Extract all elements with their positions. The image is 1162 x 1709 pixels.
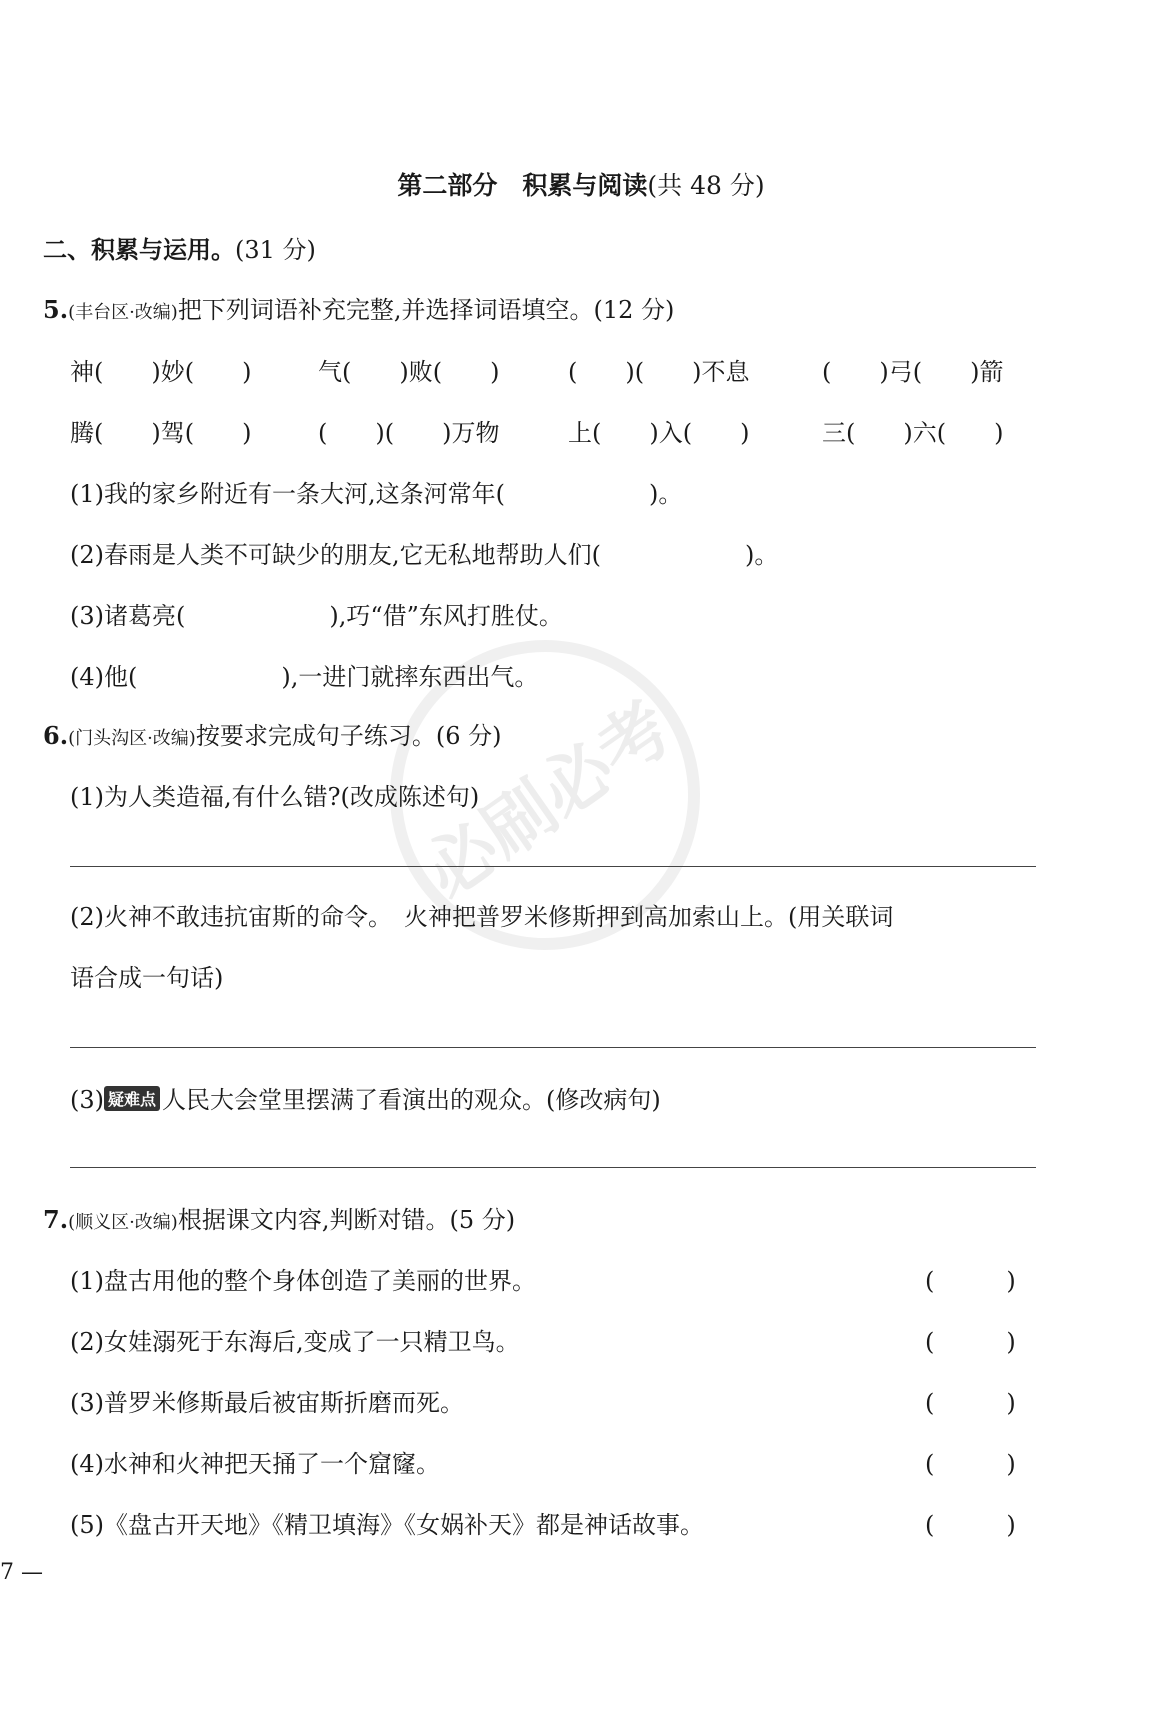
question-6-item-2: (2)火神不敢违抗宙斯的命令。 火神把普罗米修斯押到高加索山上。(用关联词: [70, 903, 894, 931]
idiom-blank[interactable]: ( )( )万物: [318, 419, 500, 447]
section-heading: [43, 230, 316, 265]
idiom-blank[interactable]: 腾( )驾( ): [70, 419, 252, 447]
idiom-blank[interactable]: 气( )败( ): [318, 358, 500, 386]
answer-line[interactable]: [70, 1167, 1036, 1168]
part-title-text: 第二部分 积累与阅读: [397, 171, 648, 200]
question-7-header: [43, 1200, 515, 1235]
idiom-blank[interactable]: 上( )入( ): [568, 419, 750, 447]
question-6-number: 6.: [43, 721, 69, 750]
question-5-item[interactable]: (2)春雨是人类不可缺少的朋友,它无私地帮助人们( )。: [70, 541, 779, 569]
answer-parentheses[interactable]: ( ): [925, 1328, 1016, 1356]
difficulty-badge: 疑难点: [104, 1086, 160, 1111]
question-6-item-1: (1)为人类造福,有什么错?(改成陈述句): [70, 783, 480, 811]
question-7-item: (4)水神和火神把天捅了一个窟窿。: [70, 1450, 440, 1478]
question-5-text: 把下列词语补充完整,并选择词语填空。(12 分): [177, 296, 675, 324]
part-title: [0, 166, 1162, 202]
question-5-number: 5.: [43, 295, 69, 324]
answer-parentheses[interactable]: ( ): [925, 1511, 1016, 1539]
idiom-blank[interactable]: ( )弓( )箭: [822, 358, 1004, 386]
question-7-source: (顺义区·改编): [68, 1212, 178, 1233]
question-7-item: (1)盘古用他的整个身体创造了美丽的世界。: [70, 1267, 536, 1295]
question-7-text: 根据课文内容,判断对错。(5 分): [177, 1206, 516, 1234]
answer-line[interactable]: [70, 1047, 1036, 1048]
answer-parentheses[interactable]: ( ): [925, 1389, 1016, 1417]
page-number: 7 —: [0, 1560, 43, 1585]
question-5-source: (丰台区·改编): [68, 302, 178, 323]
question-6-item-3-text: 人民大会堂里摆满了看演出的观众。(修改病句): [162, 1086, 661, 1114]
watermark-text: 必刷必考: [409, 685, 687, 914]
answer-parentheses[interactable]: ( ): [925, 1450, 1016, 1478]
answer-parentheses[interactable]: ( ): [925, 1267, 1016, 1295]
idiom-blank[interactable]: 三( )六( ): [822, 419, 1004, 447]
question-6-item-3: [70, 1080, 661, 1115]
question-5-item[interactable]: (1)我的家乡附近有一条大河,这条河常年( )。: [70, 480, 683, 508]
idiom-blank[interactable]: 神( )妙( ): [70, 358, 252, 386]
question-5-item[interactable]: (4)他( ),一进门就摔东西出气。: [70, 663, 539, 691]
question-7-number: 7.: [43, 1205, 69, 1234]
question-7-item: (2)女娃溺死于东海后,变成了一只精卫鸟。: [70, 1328, 520, 1356]
question-7-item: (3)普罗米修斯最后被宙斯折磨而死。: [70, 1389, 464, 1417]
question-7-item: (5)《盘古开天地》《精卫填海》《女娲补天》都是神话故事。: [70, 1511, 704, 1539]
section-heading-score: (31 分): [235, 236, 316, 264]
question-6-item-2-cont: 语合成一句话): [70, 964, 224, 992]
question-6-header: [43, 716, 501, 751]
question-6-text: 按要求完成句子练习。(6 分): [195, 722, 502, 750]
part-title-score: (共 48 分): [647, 171, 765, 200]
answer-line[interactable]: [70, 866, 1036, 867]
question-6-item-3-number: (3): [70, 1086, 104, 1114]
question-5-item[interactable]: (3)诸葛亮( ),巧“借”东风打胜仗。: [70, 602, 563, 630]
idiom-blank[interactable]: ( )( )不息: [568, 358, 750, 386]
section-heading-text: 二、积累与运用。: [43, 235, 235, 264]
question-5-header: [43, 290, 674, 325]
question-6-source: (门头沟区·改编): [68, 728, 196, 749]
